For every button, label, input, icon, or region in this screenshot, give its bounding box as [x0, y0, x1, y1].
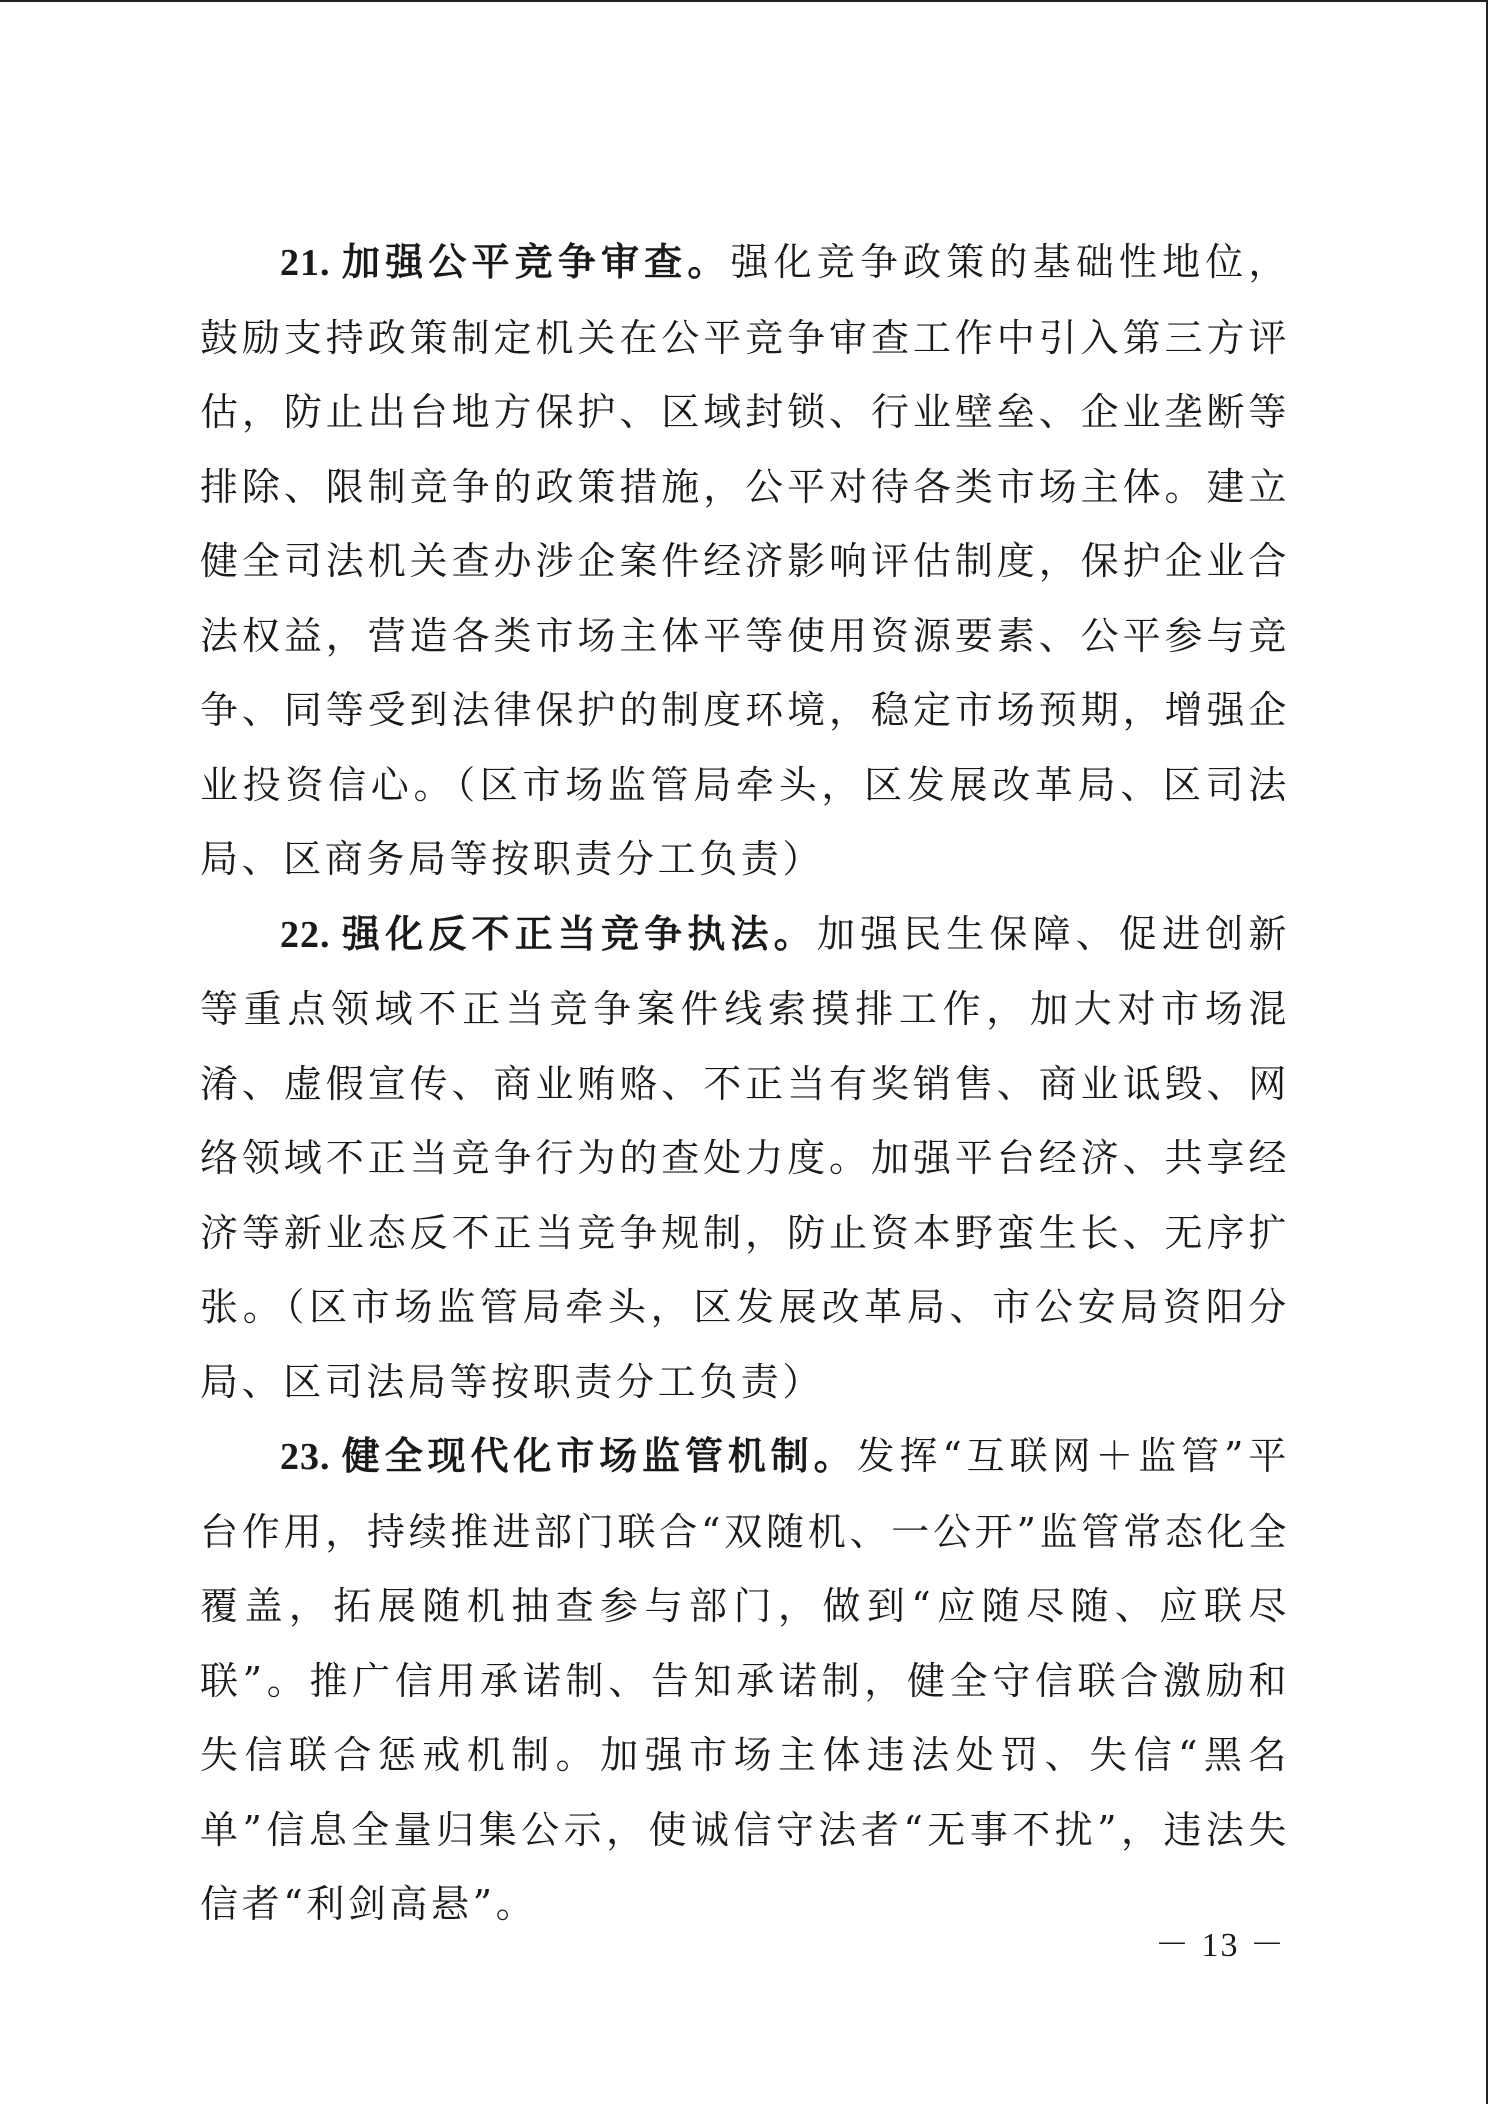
section-responsibility: （区市场监管局牵头，区发展改革局、市公安局资阳分局、区司法局等按职责分工负责）: [200, 1285, 1291, 1404]
section-23: [200, 1419, 1290, 1942]
page-number: － 13 －: [1155, 1927, 1286, 1964]
section-body: 发挥“互联网＋监管”平台作用，持续推进部门联合“双随机、一公开”监管常态化全覆盖，拓展随机抽查参与部门，做到“应随尽随、应联尽联”。推广信用承诺制、告知承诺制，健全守信联合激励和失信联合惩戒机制。加强市场主体违法处罚、失信“黑名单”信息全量归集公示，使诚信守法者“无事不扰”，违法失信者“利剑高悬”。: [200, 1434, 1290, 1926]
section-21: [200, 225, 1290, 897]
section-number: 22.: [280, 913, 331, 956]
section-body: 强化竞争政策的基础性地位，鼓励支持政策制定机关在公平竞争审查工作中引入第三方评估，防止出台地方保护、区域封锁、行业壁垒、企业垄断等排除、限制竞争的政策措施，公平对待各类市场主体。建立健全司法机关查办涉企案件经济影响评估制度，保护企业合法权益，营造各类市场主体平等使用资源要素、公平参与竞争、同等受到法律保护的制度环境，稳定市场预期，增强企业投资信心。: [200, 240, 1290, 807]
section-body: 加强民生保障、促进创新等重点领域不正当竞争案件线索摸排工作，加大对市场混淆、虚假宣传、商业贿赂、不正当有奖销售、商业诋毁、网络领域不正当竞争行为的查处力度。加强平台经济、共享经济等新业态反不正当竞争规制，防止资本野蛮生长、无序扩张。: [200, 911, 1290, 1329]
document-body: [200, 225, 1290, 1942]
section-number: 21.: [280, 242, 331, 284]
section-heading: 强化反不正当竞争执法。: [340, 911, 817, 956]
section-heading: 加强公平竞争审查。: [340, 240, 731, 284]
section-number: 23.: [280, 1436, 331, 1478]
section-22: [200, 897, 1290, 1420]
section-heading: 健全现代化市场监管机制。: [340, 1434, 857, 1478]
section-responsibility: （区市场监管局牵头，区发展改革局、区司法局、区商务局等按职责分工负责）: [200, 762, 1290, 881]
